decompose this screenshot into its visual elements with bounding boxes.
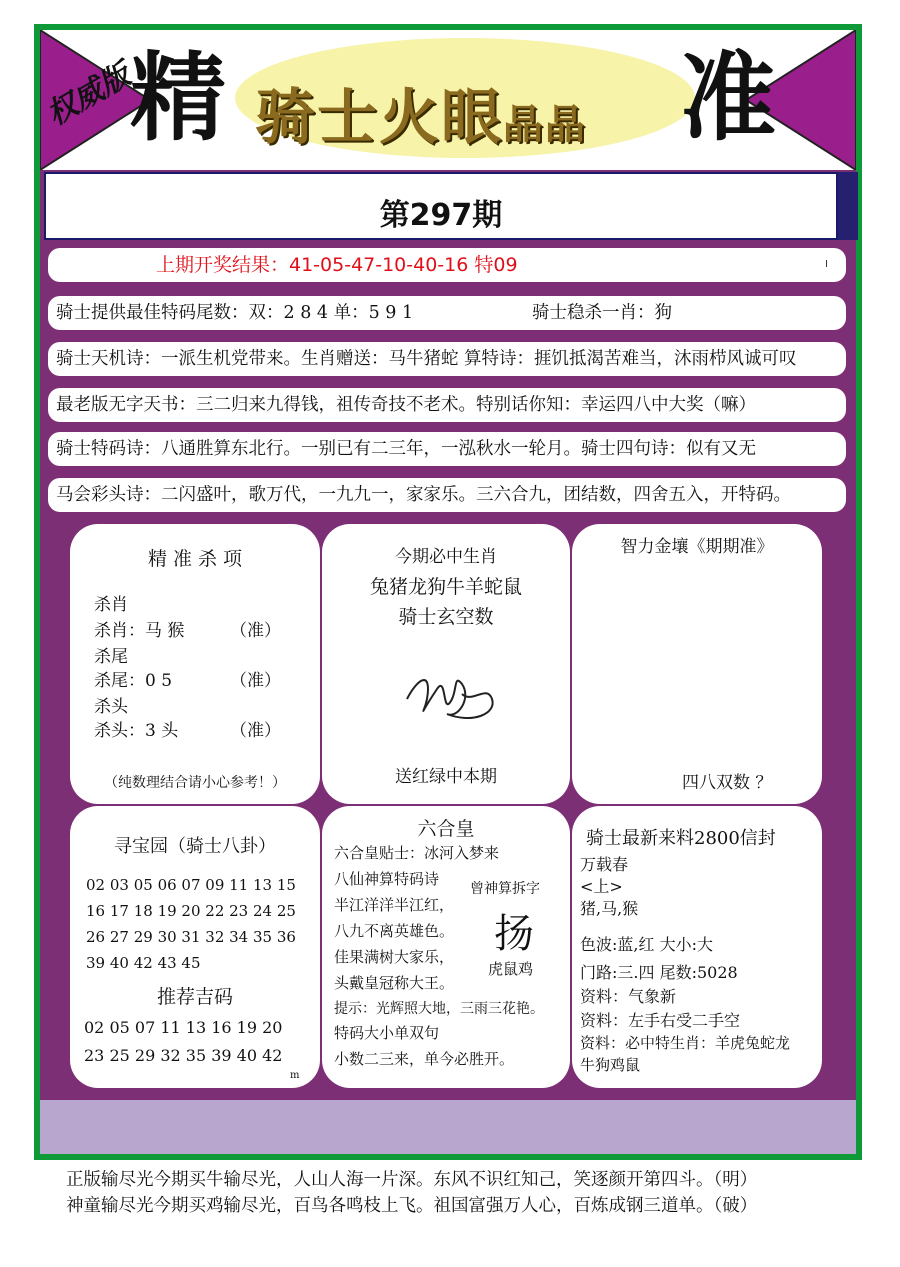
authority-badge: 权威版 [41, 57, 137, 133]
treasure-numbers-1: 02 03 05 06 07 09 11 13 15 [86, 876, 296, 894]
liuhe-line-4: 八九不离英雄色。 [334, 922, 455, 940]
envelope-line-6: 门路:三.四 尾数:5028 [580, 963, 738, 982]
kill-one-zodiac: 骑士稳杀一肖：狗 [532, 303, 672, 323]
poem-text-4: 马会彩头诗：二闪盛叶，歌万代，一九九一，家家乐。三六合九，团结数，四舍五入，开特码。 [56, 485, 791, 505]
kill-zodiac: 杀肖：马 猴 [94, 621, 185, 641]
envelope-line-10: 牛狗鸡鼠 [580, 1056, 641, 1074]
envelope-title: 骑士最新来料2800信封 [586, 828, 776, 849]
split-char: 扬 [494, 911, 534, 957]
envelope-line-5: 色波:蓝,红 大小:大 [580, 935, 713, 954]
envelope-line-2: <上> [580, 877, 623, 896]
brand-main: 骑士火眼 [255, 83, 503, 153]
issue-bar-edge [838, 172, 858, 240]
poem-text-3: 骑士特码诗：八通胜算东北行。一别已有二三年，一泓秋水一轮月。骑士四句诗：似有又无 [56, 439, 756, 459]
lucky-numbers-2: 23 25 29 32 35 39 40 42 [84, 1046, 283, 1065]
header [40, 30, 856, 170]
tail-row [48, 296, 846, 330]
brand-title [255, 70, 587, 156]
liuhe-line-5: 佳果满树大家乐， [334, 948, 455, 966]
bottom-panel [40, 1100, 856, 1154]
split-char-answer: 虎鼠鸡 [488, 960, 534, 978]
liuhe-line-9: 小数二三来，单今必胜开。 [334, 1050, 515, 1068]
envelope-line-3: 猪,马,猴 [580, 899, 639, 918]
poem-text-1: 骑士天机诗：一派生机党带来。生肖赠送：马牛猪蛇 算特诗：捱饥抵渴苦难当，沐雨栉风诚可叹 [56, 349, 797, 369]
must-win-title: 今期必中生肖 [395, 547, 497, 567]
kill-head-label: 杀头 [94, 697, 128, 717]
lucky-numbers-title: 推荐吉码 [156, 986, 233, 1008]
title-right-char: 准 [680, 42, 776, 154]
treasure-card [70, 806, 320, 1088]
poem-row-1 [48, 342, 846, 376]
kill-zodiac-ok: （准） [230, 621, 281, 641]
kill-tail-ok: （准） [230, 671, 281, 691]
wisdom-footer: 四八双数 ？ [682, 773, 773, 793]
treasure-numbers-4: 39 40 42 43 45 [86, 954, 201, 972]
poem-row-4 [48, 478, 846, 512]
issue-number: 第297期 [379, 198, 503, 233]
kill-head-ok: （准） [230, 721, 281, 741]
last-result-row [48, 248, 846, 282]
footer-line-2: 神童输尽光今期买鸡输尽光，百鸟各鸣枝上飞。祖国富强万人心，百炼成钢三道单。（破） [66, 1196, 758, 1216]
brand-small: 晶晶 [503, 101, 587, 148]
poem-row-3 [48, 432, 846, 466]
kill-items-card [70, 524, 320, 804]
kill-tail: 杀尾：0 5 [94, 671, 173, 691]
treasure-title: 寻宝园（骑士八卦） [114, 836, 276, 857]
envelope-card [572, 806, 822, 1088]
kill-note: （纯数理结合请小心参考！） [104, 775, 286, 791]
kill-head: 杀头：3 头 [94, 721, 179, 741]
envelope-line-8: 资料：左手右受二手空 [580, 1011, 741, 1030]
lucky-numbers-1: 02 05 07 11 13 16 19 20 [84, 1018, 283, 1037]
wisdom-title: 智力金壤《期期准》 [620, 537, 774, 557]
poem-text-2: 最老版无字天书：三二归来九得钱，祖传奇技不老术。特别话你知：幸运四八中大奖（嘛） [56, 395, 756, 415]
issue-bar [44, 172, 838, 240]
envelope-line-9: 资料：必中特生肖：羊虎兔蛇龙 [580, 1034, 791, 1052]
treasure-numbers-3: 26 27 29 30 31 32 34 35 36 [86, 928, 296, 946]
footer-line-1: 正版输尽光今期买牛输尽光，人山人海一片深。东风不识红知己，笑逐颜开第四斗。（明） [66, 1170, 758, 1190]
liuhe-line-2: 八仙神算特码诗 [334, 870, 440, 888]
poem-row-2 [48, 388, 846, 422]
treasure-numbers-2: 16 17 18 19 20 22 23 24 25 [86, 902, 296, 920]
last-result-text: 上期开奖结果：41-05-47-10-40-16 特09 [156, 254, 518, 276]
must-win-zodiacs: 兔猪龙狗牛羊蛇鼠 [369, 576, 522, 598]
signature-scribble-icon [402, 659, 502, 729]
must-win-footer: 送红绿中本期 [395, 767, 497, 787]
envelope-line-7: 资料：气象新 [580, 987, 677, 1006]
treasure-mark: m [290, 1070, 300, 1081]
kill-tail-label: 杀尾 [94, 647, 128, 667]
must-win-card [322, 524, 570, 804]
envelope-line-1: 万载春 [580, 855, 629, 874]
split-char-title: 曾神算拆字 [470, 881, 540, 897]
liuhe-line-8: 特码大小单双句 [334, 1024, 440, 1042]
liuhe-line-7: 提示：光辉照大地，三雨三花艳。 [334, 1001, 544, 1017]
liuhe-card [322, 806, 570, 1088]
liuhe-line-6: 头戴皇冠称大王。 [334, 974, 455, 992]
title-left-char: 精 [130, 42, 226, 154]
mystic-number-title: 骑士玄空数 [398, 606, 494, 628]
kill-label: 杀肖 [94, 595, 128, 615]
liuhe-line-3: 半江洋洋半江红， [334, 896, 455, 914]
wisdom-card [572, 524, 822, 804]
tail-numbers: 骑士提供最佳特码尾数：双：2 8 4 单：5 9 1 [56, 303, 414, 323]
liuhe-line-1: 六合皇贴士：冰河入梦来 [334, 844, 500, 862]
result-mark: I [825, 259, 828, 270]
liuhe-title: 六合皇 [417, 818, 475, 840]
kill-items-title: 精 准 杀 项 [147, 548, 243, 570]
